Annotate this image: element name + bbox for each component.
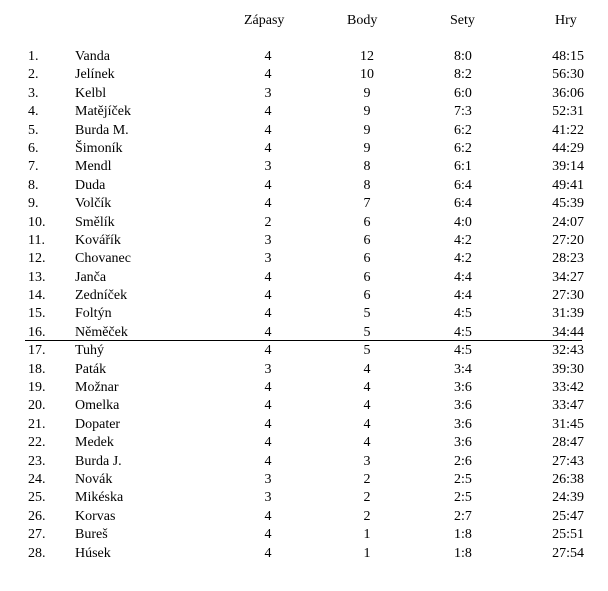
row-matches: 4: [264, 269, 272, 285]
row-games: 34:27: [552, 269, 584, 285]
row-matches: 3: [264, 361, 272, 377]
row-games: 27:20: [552, 232, 584, 248]
table-row: [0, 526, 608, 544]
table-row: [0, 122, 608, 140]
row-sets: 8:0: [454, 49, 472, 64]
row-player-name: Smělík: [75, 214, 115, 230]
header-row: [0, 12, 608, 30]
row-matches: 4: [264, 398, 272, 414]
row-player-name: Korvas: [75, 508, 116, 524]
row-sets: 4:5: [454, 324, 472, 340]
row-points: 4: [363, 361, 371, 377]
table-row: [0, 397, 608, 415]
row-player-name: Zedníček: [75, 288, 128, 304]
row-games: 44:29: [552, 140, 584, 156]
row-player-name: Duda: [75, 177, 106, 193]
row-matches: 4: [264, 343, 272, 359]
table-row: [0, 66, 608, 84]
row-sets: 3:6: [454, 416, 472, 432]
table-row: [0, 342, 608, 360]
row-rank: 13.: [28, 269, 46, 285]
table-row: [0, 195, 608, 213]
row-rank: 25.: [28, 490, 46, 506]
row-rank: 22.: [28, 435, 46, 451]
row-sets: 4:2: [454, 232, 472, 248]
row-player-name: Burda M.: [75, 122, 129, 138]
row-rank: 14.: [28, 288, 46, 304]
row-matches: 4: [264, 380, 272, 396]
row-matches: 4: [264, 324, 272, 340]
row-points: 3: [363, 453, 371, 469]
header-points: Body: [347, 13, 378, 28]
row-points: 5: [363, 306, 371, 322]
row-player-name: Volčík: [75, 196, 112, 212]
row-games: 28:23: [552, 251, 584, 267]
table-row: [0, 48, 608, 66]
row-rank: 27.: [28, 527, 46, 543]
row-sets: 4:4: [454, 269, 472, 285]
row-games: 48:15: [552, 49, 584, 64]
row-games: 39:14: [552, 159, 584, 175]
row-games: 27:54: [552, 545, 584, 561]
table-row: [0, 214, 608, 232]
row-sets: 2:5: [454, 490, 472, 506]
row-points: 6: [363, 288, 371, 304]
row-rank: 9.: [28, 196, 39, 212]
row-sets: 6:2: [454, 140, 472, 156]
row-player-name: Matějíček: [75, 104, 131, 120]
row-points: 2: [363, 471, 371, 487]
row-rank: 24.: [28, 471, 46, 487]
row-player-name: Paták: [75, 361, 107, 377]
row-matches: 4: [264, 104, 272, 120]
row-matches: 4: [264, 288, 272, 304]
row-rank: 2.: [28, 67, 39, 83]
row-matches: 4: [264, 416, 272, 432]
row-points: 1: [363, 545, 371, 561]
row-points: 9: [363, 140, 371, 156]
row-games: 45:39: [552, 196, 584, 212]
header-sets: Sety: [450, 13, 475, 28]
row-games: 26:38: [552, 471, 584, 487]
row-games: 24:39: [552, 490, 584, 506]
row-player-name: Jelínek: [75, 67, 115, 83]
row-points: 4: [363, 380, 371, 396]
row-player-name: Burda J.: [75, 453, 122, 469]
row-sets: 3:6: [454, 435, 472, 451]
row-points: 4: [363, 398, 371, 414]
row-matches: 3: [264, 232, 272, 248]
row-points: 6: [363, 269, 371, 285]
header-games: Hry: [555, 13, 577, 28]
row-points: 6: [363, 214, 371, 230]
row-player-name: Omelka: [75, 398, 120, 414]
row-rank: 3.: [28, 85, 39, 101]
row-matches: 3: [264, 251, 272, 267]
row-rank: 8.: [28, 177, 39, 193]
row-points: 5: [363, 324, 371, 340]
row-player-name: Šimoník: [75, 140, 123, 156]
row-sets: 7:3: [454, 104, 472, 120]
row-games: 41:22: [552, 122, 584, 138]
row-matches: 4: [264, 435, 272, 451]
row-matches: 4: [264, 545, 272, 561]
row-rank: 21.: [28, 416, 46, 432]
row-matches: 4: [264, 508, 272, 524]
table-row: [0, 361, 608, 379]
row-points: 8: [363, 159, 371, 175]
row-sets: 4:5: [454, 343, 472, 359]
row-matches: 4: [264, 453, 272, 469]
row-sets: 1:8: [454, 527, 472, 543]
table-row: [0, 269, 608, 287]
row-sets: 4:5: [454, 306, 472, 322]
row-points: 6: [363, 251, 371, 267]
row-games: 34:44: [552, 324, 584, 340]
table-row: [0, 140, 608, 158]
row-sets: 1:8: [454, 545, 472, 561]
row-rank: 10.: [28, 214, 46, 230]
row-player-name: Možnar: [75, 380, 119, 396]
row-matches: 3: [264, 471, 272, 487]
row-player-name: Mendl: [75, 159, 112, 175]
row-points: 4: [363, 416, 371, 432]
row-rank: 7.: [28, 159, 39, 175]
row-sets: 3:6: [454, 380, 472, 396]
row-sets: 8:2: [454, 67, 472, 83]
row-rank: 18.: [28, 361, 46, 377]
row-player-name: Dopater: [75, 416, 121, 432]
row-games: 33:47: [552, 398, 584, 414]
row-rank: 28.: [28, 545, 46, 561]
row-games: 52:31: [552, 104, 584, 120]
row-rank: 23.: [28, 453, 46, 469]
row-matches: 4: [264, 306, 272, 322]
row-sets: 6:4: [454, 196, 472, 212]
row-points: 6: [363, 232, 371, 248]
row-points: 9: [363, 85, 371, 101]
row-sets: 2:6: [454, 453, 472, 469]
row-rank: 15.: [28, 306, 46, 322]
row-points: 7: [363, 196, 371, 212]
row-sets: 3:4: [454, 361, 472, 377]
row-player-name: Tuhý: [75, 343, 105, 359]
row-points: 12: [360, 49, 374, 64]
row-points: 8: [363, 177, 371, 193]
row-player-name: Janča: [75, 269, 107, 285]
table-row: [0, 508, 608, 526]
row-sets: 4:4: [454, 288, 472, 304]
row-games: 31:45: [552, 416, 584, 432]
table-row: [0, 250, 608, 268]
row-matches: 4: [264, 177, 272, 193]
row-rank: 5.: [28, 122, 39, 138]
row-player-name: Medek: [75, 435, 114, 451]
row-rank: 12.: [28, 251, 46, 267]
row-sets: 3:6: [454, 398, 472, 414]
table-row: [0, 177, 608, 195]
row-sets: 6:2: [454, 122, 472, 138]
row-matches: 4: [264, 122, 272, 138]
row-points: 1: [363, 527, 371, 543]
row-points: 2: [363, 490, 371, 506]
row-games: 25:47: [552, 508, 584, 524]
row-matches: 3: [264, 159, 272, 175]
row-player-name: Kovářík: [75, 232, 121, 248]
row-rank: 17.: [28, 343, 46, 359]
row-player-name: Něměček: [75, 324, 128, 340]
row-points: 2: [363, 508, 371, 524]
row-rank: 19.: [28, 380, 46, 396]
row-games: 27:30: [552, 288, 584, 304]
table-row: [0, 158, 608, 176]
row-points: 9: [363, 122, 371, 138]
row-player-name: Chovanec: [75, 251, 131, 267]
row-points: 9: [363, 104, 371, 120]
row-sets: 4:2: [454, 251, 472, 267]
table-row: [0, 453, 608, 471]
table-row: [0, 85, 608, 103]
row-player-name: Bureš: [75, 527, 108, 543]
table-row: [0, 434, 608, 452]
row-games: 32:43: [552, 343, 584, 359]
row-rank: 26.: [28, 508, 46, 524]
relegation-divider: [25, 340, 582, 341]
row-games: 28:47: [552, 435, 584, 451]
table-row: [0, 305, 608, 323]
table-row: [0, 545, 608, 563]
row-matches: 4: [264, 140, 272, 156]
row-matches: 3: [264, 85, 272, 101]
row-points: 5: [363, 343, 371, 359]
row-matches: 3: [264, 490, 272, 506]
table-row: [0, 471, 608, 489]
row-games: 56:30: [552, 67, 584, 83]
row-matches: 4: [264, 49, 272, 64]
row-sets: 6:0: [454, 85, 472, 101]
table-row: [0, 287, 608, 305]
table-row: [0, 489, 608, 507]
table-row: [0, 103, 608, 121]
row-games: 33:42: [552, 380, 584, 396]
header-matches: Zápasy: [244, 13, 285, 28]
row-sets: 2:7: [454, 508, 472, 524]
row-points: 10: [360, 67, 374, 83]
row-rank: 6.: [28, 140, 39, 156]
row-player-name: Húsek: [75, 545, 111, 561]
row-sets: 4:0: [454, 214, 472, 230]
row-matches: 2: [264, 214, 272, 230]
row-rank: 11.: [28, 232, 45, 248]
row-games: 36:06: [552, 85, 584, 101]
table-body: [0, 48, 608, 563]
row-rank: 4.: [28, 104, 39, 120]
row-matches: 4: [264, 527, 272, 543]
table-row: [0, 379, 608, 397]
table-row: [0, 416, 608, 434]
row-games: 24:07: [552, 214, 584, 230]
row-rank: 1.: [28, 49, 39, 64]
row-rank: 20.: [28, 398, 46, 414]
row-points: 4: [363, 435, 371, 451]
row-games: 27:43: [552, 453, 584, 469]
table-row: [0, 232, 608, 250]
row-player-name: Novák: [75, 471, 113, 487]
row-games: 31:39: [552, 306, 584, 322]
row-sets: 2:5: [454, 471, 472, 487]
row-rank: 16.: [28, 324, 46, 340]
row-games: 39:30: [552, 361, 584, 377]
row-matches: 4: [264, 67, 272, 83]
row-player-name: Mikéska: [75, 490, 124, 506]
row-player-name: Vanda: [75, 49, 110, 64]
row-matches: 4: [264, 196, 272, 212]
row-player-name: Foltýn: [75, 306, 112, 322]
row-sets: 6:1: [454, 159, 472, 175]
row-player-name: Kelbl: [75, 85, 107, 101]
row-sets: 6:4: [454, 177, 472, 193]
row-games: 49:41: [552, 177, 584, 193]
row-games: 25:51: [552, 527, 584, 543]
